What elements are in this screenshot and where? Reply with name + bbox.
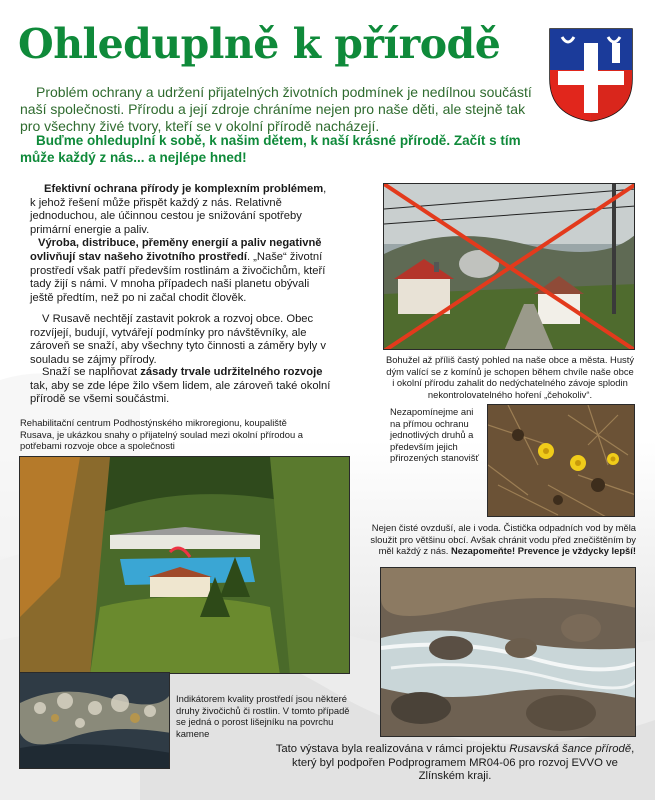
caption-water: [370, 522, 636, 557]
intro-paragraph: Problém ochrany a udržení přijatelných životních podmínek je nedílnou součástí naší společnosti. Přírodu a její zdroje chráníme nejen pro naše děti, ale stejně tak pro všechny živé tvory, kteří se v okolní přírodě nacházejí.: [20, 84, 532, 134]
caption-flowers: Nezapomínejme ani na přímou ochranu jednotlivých druhů a především jejich přirozených stanovišť: [390, 406, 479, 464]
footer-project-name: Rusavská šance přírodě: [509, 743, 632, 755]
sustainability-bold: zásady trvale udržitelného rozvoje: [140, 366, 323, 378]
footer-text-2: , který byl podpořen Podprogramem MR04-06 pro rozvoj EVVO ve Zlínském kraji.: [292, 743, 635, 783]
slogan: Buďme ohleduplní k sobě, k našim dětem, k naší krásné přírodě. Začít s tím může každý z nás... a nejlépe hned!: [20, 133, 521, 165]
photo-coltsfoot-flowers: [487, 404, 635, 517]
caption-lichen: Indikátorem kvality prostředí jsou některé druhy živočichů či rostlin. V tomto případě se jedná o porost lišejníku na povrchu kamene: [176, 693, 350, 739]
photo-mountain-stream: [380, 567, 636, 737]
photo-smoking-village: [383, 183, 635, 350]
caption-water-bold: Nezapomeňte! Prevence je vždycky lepší!: [451, 545, 636, 557]
paragraph-development-text: V Rusavě nechtějí zastavit pokrok a rozvoj obce. Obec rozvíjejí, budují, vytvářejí podmínky pro návštěvníky, ale zároveň se snaží, aby všechny tyto činnosti a záměry byly v souladu se zájmy přírody.: [30, 313, 326, 366]
paragraph-text-1: , k jehož řešení může přispět každý z nás. Relativně jednoduchou, ale účinnou cestou je snižování spotřeby primární energie a paliv.: [30, 183, 327, 236]
paragraph-text-2: . „Naše“ životní prostředí však patří především rostlinám a živočichům, kteří tady žijí s námi. V mnoha případech naši planetu obývali ještě předtím, než po ni začal chodit člověk.: [30, 250, 326, 304]
page-title: Ohleduplně k přírodě: [18, 20, 501, 68]
town-coat-of-arms-icon: [548, 27, 634, 123]
sustainability-text-2: tak, aby se zde lépe žilo všem lidem, ale zároveň také okolní přírodě se všemi součástmi.: [30, 379, 331, 406]
caption-village: Bohužel až příliš častý pohled na naše obce a města. Hustý dým valící se z komínů je schopen během chvíle naše obce i okolní přírodu zahalit do nedýchatelného závoje splodin nekontrolovatelného hoření „čehokoliv“.: [385, 354, 635, 400]
paragraph-development: [30, 313, 335, 367]
paragraph-sustainability: [30, 366, 335, 407]
paragraph-bold-2: Výroba, distribuce, přeměny energií a paliv negativně ovlivňují stav našeho životního prostředí: [30, 237, 322, 263]
caption-water-text: Nejen čisté ovzduší, ale i voda. Čistička odpadních vod by měla sloužit pro většinu obcí. Avšak chránit vodu před znečištěním by měl každý z nás.: [370, 522, 636, 557]
paragraph-protection: [30, 183, 330, 305]
sustainability-text-1: Snaží se naplňovat: [42, 366, 141, 378]
footer-text-1: Tato výstava byla realizována v rámci projektu: [275, 743, 510, 755]
paragraph-bold-1: Efektivní ochrana přírody je komplexním problémem: [44, 183, 324, 195]
photo-lichen-stone: [19, 672, 170, 769]
photo-rusava-pool: [19, 456, 350, 674]
caption-pool: Rehabilitační centrum Podhostýnského mikroregionu, koupaliště Rusava, je ukázkou snahy o přijatelný soulad mezi okolní přírodou a potřebami rozvoje obce a společnosti: [20, 417, 303, 452]
footer-credit: [270, 743, 640, 784]
